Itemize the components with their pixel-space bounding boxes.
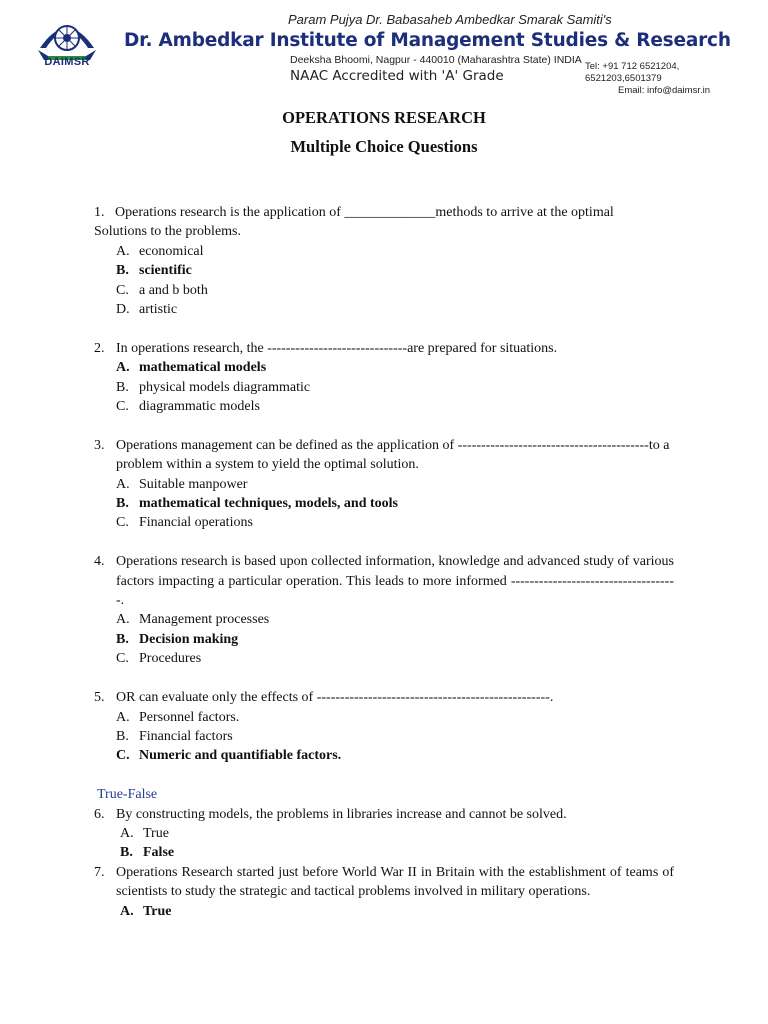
question-5-number: 5.	[94, 690, 105, 706]
page-subtitle: Multiple Choice Questions	[290, 137, 478, 156]
option-a: A. Suitable manpower	[116, 476, 248, 492]
question-1-text-cont: Solutions to the problems.	[94, 224, 241, 240]
question-4-options	[94, 610, 674, 668]
true-false-heading: True-False	[97, 787, 158, 803]
question-4-number: 4.	[94, 554, 105, 570]
question-3-number: 3.	[94, 437, 105, 453]
institute-address: Deeksha Bhoomi, Nagpur - 440010 (Maharashtra State) INDIA	[290, 54, 582, 66]
question-3-text: 3. Operations management can be defined as the application of -----------------------------------------to a problem within a system to yield the optimal solution.	[94, 436, 674, 475]
page-title: OPERATIONS RESEARCH	[282, 108, 486, 127]
institute-name: Dr. Ambedkar Institute of Management Studies & Research	[124, 30, 731, 51]
question-2-number: 2.	[94, 340, 105, 356]
question-5-options	[94, 708, 674, 766]
option-a: A. Management processes	[116, 612, 270, 628]
question-5	[94, 688, 674, 766]
question-3	[94, 436, 674, 533]
question-3-options	[94, 475, 674, 533]
question-7	[94, 863, 674, 921]
option-b-correct: B. False	[120, 845, 175, 861]
option-b-correct: B. mathematical techniques, models, and tools	[116, 496, 398, 512]
accreditation-text: NAAC Accredited with 'A' Grade	[290, 68, 504, 84]
option-a: A. economical	[116, 243, 204, 259]
letterhead	[0, 0, 768, 96]
option-b: B. Financial factors	[116, 728, 233, 744]
question-list	[94, 203, 674, 921]
question-1	[94, 203, 674, 319]
option-a: A. True	[120, 825, 169, 841]
question-2-text: 2. In operations research, the ------------------------------are prepared for situations.	[94, 339, 674, 358]
question-6-text: 6. By constructing models, the problems in libraries increase and cannot be solved.	[94, 805, 674, 824]
option-c: C. a and b both	[116, 282, 208, 298]
question-2	[94, 339, 674, 417]
option-b-correct: B. scientific	[116, 263, 192, 279]
option-c: C. diagrammatic models	[116, 399, 260, 415]
option-a-correct: A. True	[120, 903, 172, 919]
logo-text: DAIMSR	[44, 56, 90, 68]
question-4-text: 4. Operations research is based upon collected information, knowledge and advanced study of various factors impacting a particular operation. This leads to more informed ------------------------------------.	[94, 552, 674, 610]
option-d: D. artistic	[116, 302, 178, 318]
question-4	[94, 552, 674, 668]
question-7-number: 7.	[94, 864, 105, 880]
question-2-options	[94, 358, 674, 416]
option-c: C. Financial operations	[116, 515, 253, 531]
option-b: B. physical models diagrammatic	[116, 379, 311, 395]
question-5-text: 5. OR can evaluate only the effects of --------------------------------------------------.	[94, 688, 674, 707]
question-1-text: 1. Operations research is the application of _____________methods to arrive at the optimal	[94, 205, 614, 220]
question-1-number: 1.	[94, 205, 105, 220]
trust-name: Param Pujya Dr. Babasaheb Ambedkar Smarak Samiti's	[288, 12, 612, 27]
option-b-correct: B. Decision making	[116, 631, 239, 647]
question-6-number: 6.	[94, 806, 105, 822]
option-a: A. Personnel factors.	[116, 709, 240, 725]
email: Email: info@daimsr.in	[618, 85, 711, 96]
contact-info	[585, 61, 730, 97]
option-a-correct: A. mathematical models	[116, 360, 267, 376]
option-c: C. Procedures	[116, 651, 202, 667]
question-1-options	[94, 242, 674, 320]
question-7-text: 7. Operations Research started just before World War II in Britain with the establishment of teams of scientists to study the strategic and tactical problems involved in military operations.	[94, 863, 674, 902]
option-c-correct: C. Numeric and quantifiable factors.	[116, 748, 342, 764]
question-6	[94, 805, 674, 863]
telephone: Tel: +91 712 6521204, 6521203,6501379	[585, 61, 680, 84]
